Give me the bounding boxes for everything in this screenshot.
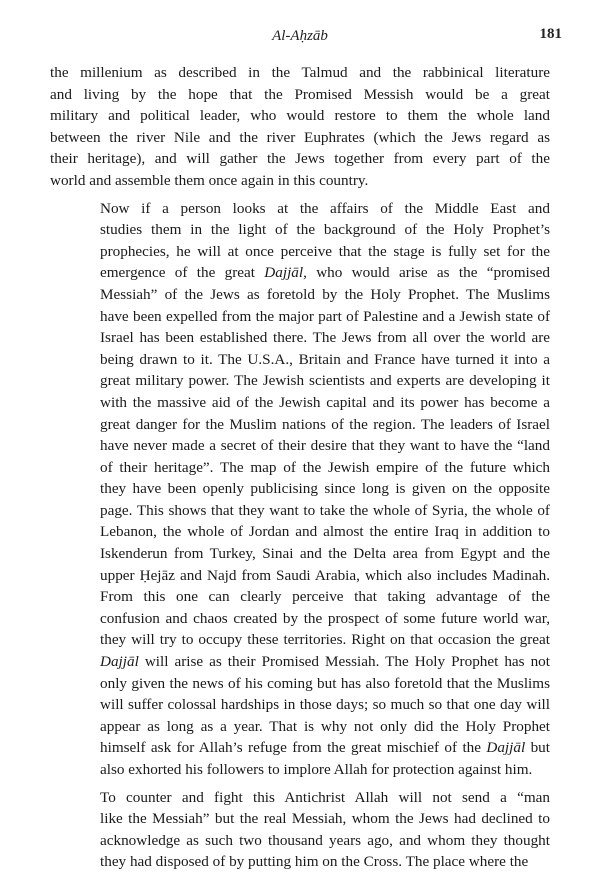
text-line: military and political leader, who would restore to them the whole land: [50, 107, 550, 125]
text-line: of their heritage”. The map of the Jewish empire of the future which: [100, 458, 550, 476]
page-number: 181: [539, 26, 562, 42]
text-line: and living by the hope that the Promised Messish would be a great: [50, 85, 550, 103]
text-line: page. This shows that they want to take the whole of Syria, the whole of: [100, 501, 550, 519]
text-line: they had disposed of by putting him on the Cross. The place where the: [100, 853, 529, 871]
text-line: they have been openly publicising since long is given on the opposite: [100, 480, 550, 498]
text-line: great danger for the Muslim nations of the region. The leaders of Israel: [100, 415, 550, 433]
text-line: great military power. The Jewish scientists and experts are developing it: [100, 372, 550, 390]
text-line: upper Ḥejāz and Najd from Saudi Arabia, which also includes Madinah.: [100, 566, 550, 584]
text-line: their heritage), and will gather the Jews together from every part of the: [50, 150, 550, 168]
text-line: the millenium as described in the Talmud and the rabbinical literature: [50, 64, 550, 81]
text-line: will suffer colossal hardships in those days; so much so that one day will: [100, 696, 550, 714]
text-line: acknowledge as such two thousand years ago, and whom they thought: [100, 831, 550, 849]
text-line: confusion and chaos created by the prospect of some future world war,: [100, 609, 550, 627]
page-header: [0, 22, 600, 48]
text-line: Dajjāl will arise as their Promised Messiah. The Holy Prophet has not: [100, 653, 550, 671]
text-line: himself ask for Allah’s refuge from the great mischief of the Dajjāl but: [100, 739, 550, 757]
text-line: also exhorted his followers to implore Allah for protection against him.: [100, 761, 533, 778]
text-line: only given the news of his coming but has also foretold that the Muslims: [100, 674, 550, 692]
text-line: studies them in the light of the background of the Holy Prophet’s: [100, 221, 550, 239]
paragraph: [50, 198, 550, 781]
text-line: with the massive aid of the Jewish capital and its power has become a: [100, 393, 550, 411]
paragraph: [50, 62, 550, 192]
text-line: like the Messiah” but the real Messiah, whom the Jews had declined to: [100, 810, 550, 828]
text-line: being drawn to it. The U.S.A., Britain and France have turned it into a: [100, 350, 550, 368]
text-line: have been expelled from the major part of Palestine and a Jewish state of: [100, 307, 550, 325]
text-line: between the river Nile and the river Euphrates (which the Jews regard as: [50, 128, 550, 146]
text-line: prophecies, he will at once perceive that the stage is fully set for the: [100, 242, 550, 260]
text-line: they will try to occupy these territories. Right on that occasion the great: [100, 631, 550, 649]
text-line: Now if a person looks at the affairs of the Middle East and: [100, 199, 550, 217]
text-line: To counter and fight this Antichrist Allah will not send a “man: [100, 788, 550, 806]
text-line: From this one can clearly perceive that taking advantage of the: [100, 588, 550, 606]
text-line: have never made a secret of their desire that they want to have the “land: [100, 437, 550, 455]
text-line: Messiah” of the Jews as foretold by the Holy Prophet. The Muslims: [100, 285, 550, 303]
body-text: [50, 62, 550, 873]
text-line: emergence of the great Dajjāl, who would arise as the “promised: [100, 264, 551, 282]
text-line: Lebanon, the whole of Jordan and almost the entire Iraq in addition to: [100, 523, 550, 541]
paragraph: [50, 787, 550, 873]
text-line: world and assemble them once again in this country.: [50, 171, 369, 189]
text-line: appear as long as a year. That is why not only did the Holy Prophet: [100, 717, 550, 735]
text-line: Israel has been established there. The Jews from all over the world are: [100, 329, 550, 347]
running-head: Al-Aḥzāb: [272, 28, 328, 44]
text-line: Iskenderun from Turkey, Sinai and the Delta area from Egypt and the: [100, 545, 550, 563]
